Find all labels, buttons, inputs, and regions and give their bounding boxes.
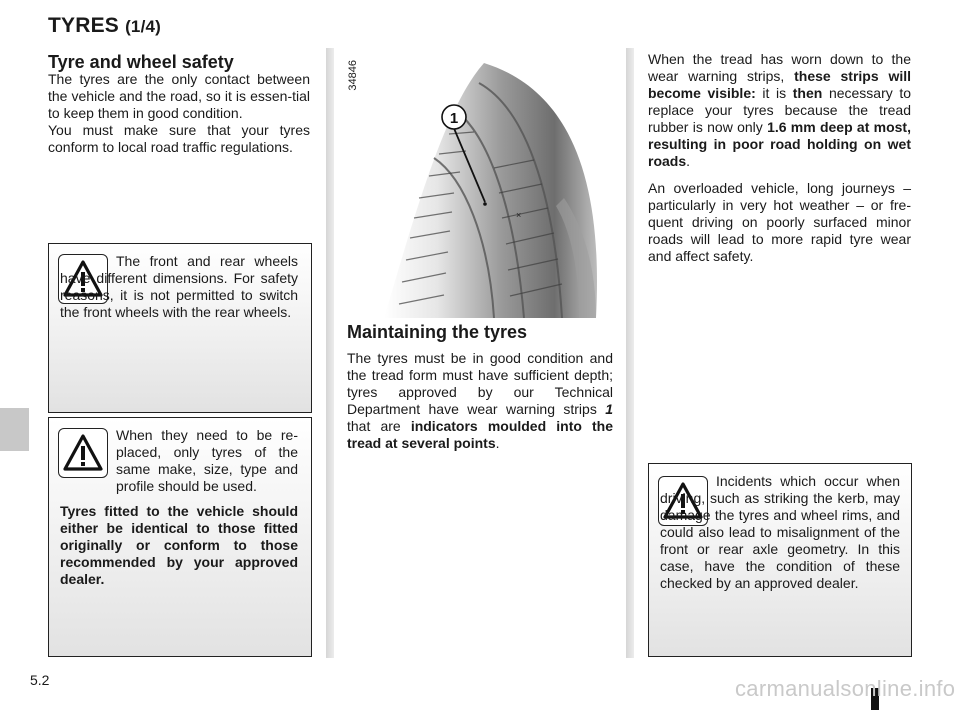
svg-text:×: × bbox=[516, 210, 522, 220]
warning-text-incidents: Incidents which occur when driving, such as striking the kerb, may damage the tyres and wheel rims, and could also lead to misalignment of the front or rear axle geometry. In this case, have the condition of these checked by an approved dealer. bbox=[660, 473, 900, 591]
title-part: (1/4) bbox=[125, 17, 162, 36]
safety-paragraph-1: The tyres are the only contact between the vehicle and the road, so it is essen-tial to keep them in good condition. bbox=[48, 71, 310, 121]
warning-text-replacement: When they need to be re-placed, only tyres of the same make, size, type and profile should be used. bbox=[116, 427, 298, 494]
page-title bbox=[48, 14, 161, 38]
warning-bold-text-replacement: Tyres fitted to the vehicle should either be identical to those fitted originally or conform to those recommended by your approved dealer. bbox=[60, 503, 298, 587]
section-heading-maintaining: Maintaining the tyres bbox=[347, 322, 528, 342]
column-divider-right bbox=[626, 48, 634, 658]
image-code: 34846 bbox=[347, 60, 359, 91]
safety-paragraph-2: You must make sure that your tyres conform to local road traffic regulations. bbox=[48, 122, 310, 155]
warning-text-dimensions: The front and rear wheels have different dimensions. For safety reasons, it is not permitted to switch the front wheels with the rear wheels. bbox=[60, 253, 298, 320]
warning-box-dimensions bbox=[48, 243, 312, 413]
warning-box-replacement bbox=[48, 417, 312, 657]
callout-number: 1 bbox=[449, 110, 459, 127]
page-number: 5.2 bbox=[30, 672, 50, 688]
column-divider-left bbox=[326, 48, 334, 658]
maintaining-paragraph: The tyres must be in good condition and the tread form must have sufficient depth; tyres approved by our Technical Department have wear warning strips 1 that are indicators moulded into the tread at several points. bbox=[347, 350, 614, 451]
warning-triangle-icon bbox=[58, 428, 108, 478]
overload-paragraph: An overloaded vehicle, long journeys – particularly in very hot weather – or fre-quent driving on poorly surfaced minor roads will lead to more rapid tyre wear and affect safety. bbox=[648, 180, 911, 264]
title-text: TYRES bbox=[48, 14, 120, 37]
section-heading-safety: Tyre and wheel safety bbox=[48, 52, 234, 72]
warning-box-incidents bbox=[648, 463, 912, 657]
tread-wear-paragraph: When the tread has worn down to the wear warning strips, these strips will become visible: it is then necessary to replace your tyres because the tread rubber is now only 1.6 mm deep at most, resulting in poor road holding on wet roads. bbox=[648, 51, 912, 169]
tyre-tread-photo bbox=[334, 48, 612, 318]
watermark: carmanualsonline.info bbox=[735, 676, 956, 701]
chapter-tab bbox=[0, 408, 29, 451]
